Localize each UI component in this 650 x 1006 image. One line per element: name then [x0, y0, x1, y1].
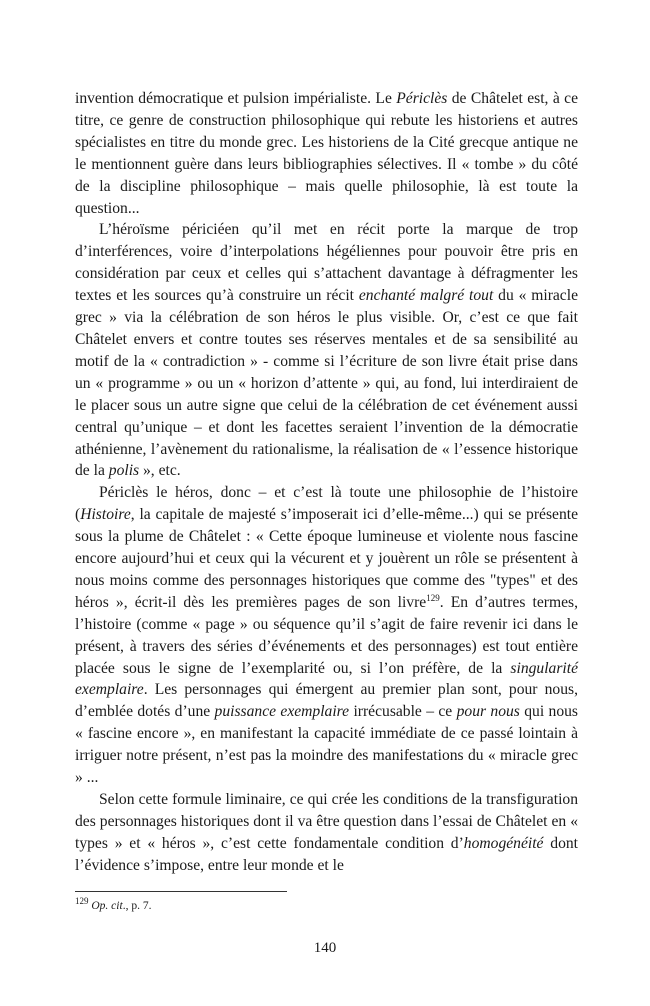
text: de Châtelet est, à ce titre, ce genre de construction philosophique qui rebute les historiens et autres spécialistes en titre du monde grec. Les historiens de la Cité grecque antique ne le mentionnent guère dans leurs bibliographies sélectives. Il « tombe » du côté de la discipline philosophique – mais quelle philosophie, là est toute la question... [75, 90, 578, 217]
text: irrécusable – ce [349, 703, 457, 721]
footnote-reference[interactable]: 129 [426, 592, 440, 603]
text: qui nous « fascine encore », en manifestant la capacité immédiate de ce passé lointain à irriguer notre présent, n’est pas la moindre des manifestations du « miracle grec » ... [75, 703, 578, 787]
italic-text: enchanté malgré tout [358, 287, 494, 305]
text: », etc. [139, 462, 181, 480]
page-number: 140 [313, 940, 337, 956]
text: , la capitale de majesté s’imposerait ici d’elle-même...) qui se présente sous la plume de Châtelet : « Cette époque lumineuse et violente nous fascine encore aujourd’hui et ceux qui la vécurent et y jouèrent un rôle se présentent à nous moins comme des personnages historiques que comme des "types" et des héros », écrit-il dès les premières pages de son livre [75, 506, 578, 611]
text: . En d’autres termes, l’histoire (comme « page » ou séquence qu’il s’agit de faire revenir ici dans le présent, à travers des séries d’événements et des personnages) est tout entière placée sous le signe de l’exemplarité ou, si l’on préfère, de la [75, 593, 578, 677]
paragraph-2 [75, 219, 578, 482]
text: Selon cette formule liminaire, ce qui crée les conditions de la transfiguration des personnages historiques dont il va être question dans l’essai de Châtelet en « types » et « héros », c’est cette fondamentale condition d’ [75, 791, 578, 852]
text: Périclès le héros, donc – et c’est là toute une philosophie de l’histoire ( [75, 484, 578, 524]
page-body [75, 88, 578, 877]
italic-text: polis [108, 462, 140, 480]
text: . Les personnages qui émergent au premier plan sont, pour nous, d’emblée dotés d’une [75, 681, 578, 721]
italic-text: Périclès [396, 90, 448, 107]
text: invention démocratique et pulsion impérialiste. Le [75, 90, 397, 107]
text: du « miracle grec » via la célébration de son héros le plus visible. Or, c’est ce que fait Châtelet envers et contre toutes ses réserves mentales et de sa sensibilité au motif de la « contradiction » - comme si l’écriture de son livre était prise dans un « programme » ou un « horizon d’attente » qui, au fond, lui interdiraient de le placer sous un autre signe que celui de la célébration de cet événement aussi central qu’unique – et dont les facettes seraient l’invention de la démocratie athénienne, l’avènement du rationalisme, la réalisation de « l’essence historique de la [75, 287, 578, 480]
footnote-separator [75, 891, 287, 892]
text: L’héroïsme périciéen qu’il met en récit porte la marque de trop d’interférences, voire d’interpolations hégéliennes pour pouvoir être pris en considération par ceux et celles qui s’attachent davantage à défragmenter les textes et les sources qu’à construire un récit [75, 221, 578, 305]
paragraph-1 [75, 88, 578, 219]
italic-text: pour nous [456, 703, 520, 721]
footnote-text: ., p. 7. [122, 900, 152, 912]
footnote-number: 129 [75, 896, 89, 907]
italic-text: Histoire [80, 506, 131, 524]
text: dont l’évidence s’impose, entre leur monde et le [75, 834, 579, 874]
footnote-reference-title: Op. cit [91, 900, 123, 912]
paragraph-3 [75, 482, 578, 789]
footnote [75, 896, 152, 913]
paragraph-4 [75, 789, 578, 877]
italic-text: puissance exemplaire [214, 703, 350, 721]
italic-text: homogénéité [463, 834, 544, 852]
italic-text: singularité exemplaire [75, 659, 578, 699]
